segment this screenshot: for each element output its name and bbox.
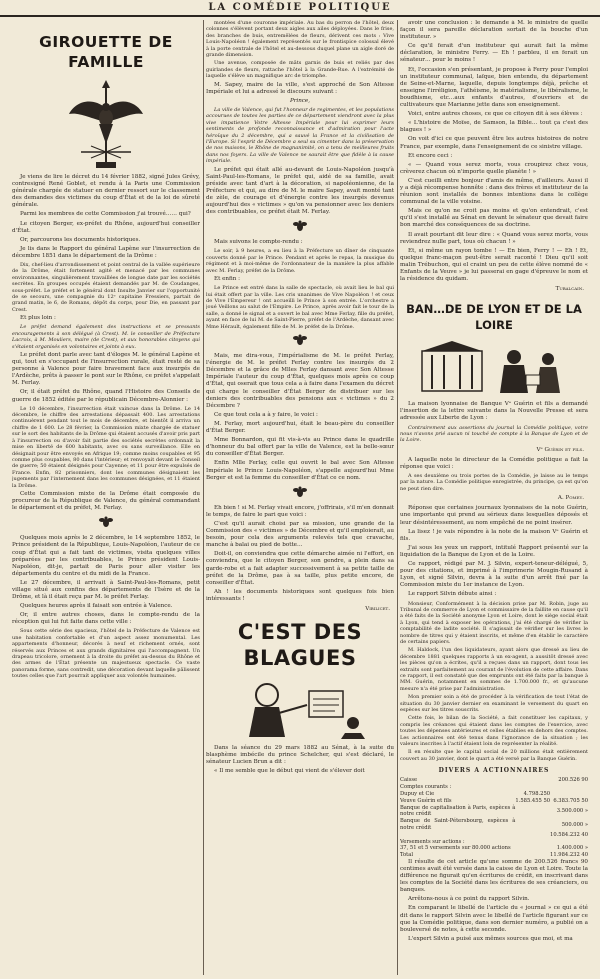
masthead: LA COMÉDIE POLITIQUE <box>0 0 600 17</box>
bank-figures-icon <box>414 341 574 397</box>
paragraph: Ce rapport, rédigé par M. J. Silvin, expert-teneur-délégué, 5, pour des citations, et imprimé à l'imprimerie Mougin-Rusand à Lyon, et signé Silvin, devra à la suite d'un arrêt fixé par la Commission mixte du 1er instance de Lyon. <box>400 561 588 589</box>
article-title-ban-lyon-loire: BAN…DE DE LYON ET DE LA LOIRE <box>406 302 582 333</box>
table-cell: Comptes courants : <box>400 784 452 791</box>
table-cell: Veuve Guérin et fils <box>400 797 452 804</box>
paragraph: L'expert Silvin a puisé aux mêmes sources que moi, et ma <box>408 935 573 942</box>
paragraph: C'est cueilli entre bonjour d'amis de même, d'ailleurs. Aussi il y a déjà récompense honnête : dans des frères et instituteur de la réunion sont installés de bonnes intentions dans le collège communal de la ville voisine. <box>400 177 588 206</box>
weathervane-icon <box>61 78 151 170</box>
table-cell: 37, 51 et 5 versements sur 80.000 actions <box>400 845 511 852</box>
table-row <box>400 805 588 819</box>
paragraph: Mais suivons le compte-rendu : <box>214 239 303 246</box>
bee-ornament <box>206 334 394 349</box>
table-cell <box>515 832 550 839</box>
paragraph: Doit-il, on conviendra que cette démarche aimée ni l'effort, en conviendra, que le citoyen Berger, son gendre, a plein dans sa garde-robe et a fait adapter successivement à sa petite taille de préfet de la Drôme, pas à sa taille, plus petite encore, de conseiller d'État. <box>206 551 394 586</box>
paragraph: « L'histoire de Moïse, de Samson, la Bible… tout ça c'est des blagues ! » <box>400 120 588 134</box>
table-cell <box>400 832 515 839</box>
table-cell: Dupuy et Cie <box>400 790 435 797</box>
article-title-blagues: C'EST DES BLAGUES <box>237 620 363 671</box>
quotation: Mon premier soin a été de procéder à la vérification de tout l'état de situation du 30 janvier dernier en examinant le versement du quart en espèces sur les titres souscrits. <box>400 694 588 713</box>
bee-icon <box>293 334 307 346</box>
paragraph: Ah ! les documents historiques sont quelques fois bien intéressants ! <box>206 588 394 602</box>
table-cell: Banque de Saint-Pétersbourg, espèces à notre crédit <box>400 818 516 831</box>
paragraph: En comparant le libellé de l'article du « journal » ce qui a été dit dans le rapport Silvin avec le libellé de l'article figurant sur ce que la Comédie politique, dans son dernier numéro, a publié on a bouleversé de notes, à cette seconde. <box>400 905 588 933</box>
table-cell: Versements sur actions : <box>400 838 465 845</box>
column-2 <box>206 20 394 975</box>
quotation: Une avenue, composée de mâts garnis de buis et reliés par des guirlandes de fleurs, rattache l'hôtel à la Grande-Rue. A l'extrémité de laquelle s'élève un magnifique arc de triomphe. <box>206 60 394 80</box>
paragraph: Il avait pourtant dit leur dire : « Quand vous serez morts, vous reviendrez nulle part, tous où chacun ! » <box>400 231 588 245</box>
table-cell: Total <box>400 852 414 859</box>
table-cell <box>550 784 588 791</box>
quotation: Le Prince est entré dans la salle de spectacle, où avait lieu le bal qui lui était offert par la ville. Les cris unanimes de Vive Napoléon ! et ceux de Vive l'Empereur ! ont accueilli le Prince à son entrée. L'orchestre a joué Veillons au salut de l'Empire. Le Prince, après avoir fait le tour de la salle, a donné le signal et a ouvert le bal avec Mme Ferlay, fille du préfet, ayant en face de lui M. de Saint-Pierre, préfet de l'Ardèche, dansant avec Mme Hérault, également fille de M. le préfet de la Drôme. <box>206 285 394 330</box>
table-row <box>400 839 588 846</box>
quotation: Dix, chef-lieu d'arrondissement et point central de la vallée supérieure de la Drôme, était fortement agité et menacé par les communes environnantes, singulièrement travaillées de longue date par les sociétés secrètes. En groupes occupés étaient demandés par M. de Coudanges, sous-préfet. Le préfet et le général dont Insulte Janvier sur l'opportunité de se secours, une compagnie du 12ᵉ capitaine Fressiers, partait de grand matin, le 6, de Romans, dépôt du corps, pour Die, en passant par Crest. <box>12 262 200 313</box>
paragraph: Je lis dans le Rapport du général Lapène sur l'insurrection de décembre 1851 dans le département de la Drôme : <box>12 245 200 259</box>
column-1 <box>12 20 200 975</box>
quotation: Le 10 décembre, l'insurrection était vaincue dans la Drôme. Le 14 décembre, le chiffre des arrestations dépassait 400. Les arrestations continuèrent pendant tout le mois de décembre, et bientôt il arriva un chiffre de 1 600. Le 28 février, la Commission mixte chargée de statuer sur le sort des habitants de la Drôme qui étaient accusés d'avoir pris part à l'insurrection ou d'avoir fait partie des sociétés secrètes ordonnait la mise en liberté de 600 habitants, avec ou sans surveillance. Elle en désignait pour être envoyés en Afrique 19; comme moins coupables et 95 comme plus coupables, 80 dans l'intérieur; et renvoyait devant le Conseil de guerre; 50 étaient désignés pour Cayenne; et 11 pour être expulsés de France. Enfin, 82 prisonniers, dont les communes désignaient les jugements par l'internement dans les communes désignées, et 11 étaient la Drôme. <box>12 405 200 489</box>
quotation: A ses deuxième ou trois portes de la Comédie, je laisse au le temps par la nature. La Comédie politique enregistrée, du principe, ça est qu'on ne peut rien dire. <box>400 473 588 492</box>
paragraph: Mais, me dira-vous, l'impérialisme de M. le préfet Ferlay, l'énergie de M. le préfet Ferlay contre les insurgés du 2 Décembre et la grâce de Mlles Ferlay dansant avec Son Altesse Impériale l'auteur du coup d'État, quelques mois après ce coup d'État, qui oserait que tous cela a à faire dans l'examen du décret qui charge le conseiller d'État Berger de distribuer sur les deniers des contribuables des pensions aux « victimes » du 2 Décembre ? <box>206 353 394 409</box>
paragraph: Ce que tout cela a à y faire, le voici : <box>214 411 318 418</box>
column-rule <box>203 20 204 975</box>
quotation: Le soir, à 9 heures, a eu lieu à la Préfecture un dîner de cinquante couverts donné par le Prince. Pendant et après le repas, la musique du régiment et à moi-même de l'ordonnateur de la manière la plus affable avec M. Ferlay, préfet de la Drôme. <box>206 248 394 274</box>
paragraph: Or, parcourons les documents historiques. <box>20 236 141 243</box>
table-cell: 200.526 90 <box>558 777 588 784</box>
table-cell <box>515 777 550 784</box>
paragraph: J'ai sous les yeux un rapport, intitulé Rapport présenté sur la liquidation de la Banque de Lyon et de la Loire. <box>400 544 588 558</box>
table-cell <box>515 805 550 819</box>
paragraph: Voici, entre autres choses, ce que ce citoyen dit à ses élèves : <box>408 111 583 118</box>
paragraph: Enfin Mlle Ferlay, celle qui ouvrit le bal avec Son Altesse Impériale le Prince Louis-Napoléon, s'appelle aujourd'hui Mme Berger et est la femme du conseiller d'État ce ce nom. <box>206 460 394 481</box>
table-row <box>400 832 588 839</box>
signature: Vᵉ Guérin et fils. <box>536 446 584 453</box>
paragraph: Le rapport Silvin débute ainsi : <box>408 591 497 598</box>
table-cell <box>515 845 550 852</box>
quotation: Cette fois, le bilan de la Société, a fait constituer les capitaux, y compris les créances qui étaient dans les comptes de l'exercice, avec toutes les dépenses antérieures et celles établies en dehors des comptes. Les actionnaires ont été tenus dans l'ignorance de la situation ; les valeurs inscrites à l'actif étaient loin de représenter la réalité. <box>400 715 588 748</box>
table-row <box>400 791 588 798</box>
paragraph: Réponse que certaines journaux lyonnaises de la note Guérin, une importante qui prend au sérieux dans lesquelles déposés et leur désintéressement, au nom empêché de ne point insérer. <box>400 505 588 526</box>
table-row <box>400 798 588 805</box>
table-cell: 6.383.705 50 <box>553 797 588 804</box>
paragraph: Le préfet qui était allé au-devant de Louis-Napoléon jusqu'à Saint-Paul-les-Romans, le préfet qui, aidé de sa famille, avait préside avec tant d'art à la décoration, si napoléonienne, de la Préfecture et qui, au dire de M. le maire Sapey, avait monté tant de zèle, de courage et d'énergie contre les insurgés devenus aujourd'hui des « victimes » qu'on va pensionner avec les deniers des contribuables, ce préfet était M. Ferlay. <box>206 166 394 216</box>
table-cell <box>515 818 550 832</box>
bee-icon <box>293 220 307 232</box>
column-3 <box>400 20 588 975</box>
paragraph: La maison lyonnaise de Banque Vᵉ Guérin et fils a demandé l'insertion de la lettre suivante dans la Nouvelle Presse et sera adressée aux Liberte de Lyon : <box>400 401 588 422</box>
table-cell: 1.400.000 » <box>556 845 588 852</box>
table-cell <box>515 784 550 791</box>
table-row <box>400 777 588 784</box>
table-row <box>400 845 588 852</box>
bank-illustration <box>400 341 588 397</box>
paragraph: Or, il entre autres choses, dans le compte-rendu de la réception qui lui fut faite dans cette ville : <box>12 612 200 626</box>
paragraph: Je viens de lire le décret du 14 février 1882, signé Jules Grévy, contresigné René Goblet, et rendu à la Paris une Commission générale chargée de statuer en dernier ressort sur le classement des demandes des victimes du coup d'État et de la loi de sûreté générale. <box>12 174 200 209</box>
paragraph: « Il me semble que le début qui vient de s'élever doit <box>214 768 365 775</box>
financial-table <box>400 777 588 859</box>
paragraph: Ce qu'il ferait d'un instituteur qui aurait fait la même déclaration, le ministre Ferry. — Eh ! parbleu, il en ferait un sénateur… pour le moins ! <box>400 43 588 64</box>
paragraph: Parmi les membres de cette Commission j'ai trouvé…… qui? <box>20 211 191 218</box>
quotation: montées d'une couronne impériale. Au bas du perron de l'hôtel, deux colonnes s'élèvent portant deux aigles aux ailes déployées. Dans le frise, des branches de buis, entremêlées de fleurs, dérivent ces mots : Vive Louis-Napoléon ! également représentés sur le frontispice colossal élevé à la porte centrale de l'hôtel et au-dessous duquel plane un aigle doré de grande dimension. <box>206 20 394 59</box>
table-cell: 3.500.000 » <box>556 807 588 814</box>
paragraph: Le citoyen Berger, ex-préfet du Rhône, aujourd'hui conseiller d'État. <box>12 220 200 234</box>
paragraph: M. Ferlay, mort aujourd'hui, était le beau-père du conseiller d'État Berger. <box>206 420 394 435</box>
quotation: Monsieur, Conformément à la décision prise par M. Robin, juge au Tribunal de commerce de Lyon et commissaire de la faillite en cause qu'il a été faits de la Société anonyme Lyon et Loire, dont le siège social était à Lyon, qui tend à exposer les opérations, j'ai été chargé de vérifier la comptabilité de ladite société. Il s'agissait de vérifier sur les livres le nombre de titres qui y étaient inscrits, et même d'en établir le caractère de certains papiers. <box>400 600 588 645</box>
paragraph: Eh bien ! si M. Ferlay vivait encore, j'offrirais, s'il m'en donnait le temps, de faire le pari que voici : <box>206 504 394 518</box>
signature: Vibilicet. <box>365 606 390 612</box>
signature: Tubalcain. <box>555 286 584 293</box>
quotation: Il en résulte que le capital social de 20 millions était entièrement couvert au 30 janvier, dont le quart a été versé par la Banque Guérin. <box>400 749 588 762</box>
table-row <box>400 852 588 859</box>
paragraph: Cette Commission mixte de la Drôme était composée du procureur de la République de Valence, du général commandant le département et du préfet, M. Ferlay. <box>12 490 200 512</box>
table-cell: 10.584.232 40 <box>550 831 588 838</box>
table-cell: 4.798.250 <box>523 790 551 797</box>
paragraph: Et, l'occasion s'en présentant, je propose à Ferry pour l'emploi un instituteur communal, laïque, bien entendu, du département de Seine-et-Marne, laquelle, depuis longtemps déjà, prêche et enseigne l'irréligion, l'athéisme, le matérialisme, le libéralisme, le boudhisme, etc…aux enfants d'autres, d'ouvriers et de cultivateurs que Marianne jette dans son enseignement. <box>400 66 588 109</box>
paragraph: Quelques mois après le 2 décembre, le 14 septembre 1852, le Prince président de la République, Louis-Napoléon, l'auteur de ce coup d'État qui a fait tant de victimes, visita quelques villes préparées par les contribuables, le Prince président Louis-Napoléon, dit-je, partait de Paris pour aller visiter les départements du centre et du midi de la France. <box>12 535 200 577</box>
table-cell <box>515 839 550 846</box>
paragraph: Dans la séance du 29 mars 1882 au Sénat, à la suite du blasphème imbécile du prince Schelcher, qui s'est déclaré, le sénateur Lucien Brun a dit : <box>206 745 394 766</box>
paragraph: La lisez ! je vais répondre à la note de la maison Vᵉ Guérin et fils. <box>400 528 588 542</box>
quotation: Sous cette série des spacieux, l'hôtel de la Préfecture de Valence est une habitation confortable et d'un aspect assez monumental. Les appartements d'honneur, décorés à neuf et richement ornés, sont réservés aux Princes et aux grands dignitaires qui l'accompagnent. Un drapeau tricolore, ornement à la droite du préfet au-dessus du Rhône et des armes de l'État présente un majestueux spectacle. Ce vaste panorama forme, sans contredit, une décoration devant laquelle pâlissent toutes celles que l'art pourrait appliquer aux volontés humaines. <box>12 628 200 680</box>
table-cell <box>515 852 550 859</box>
paragraph: Et plus loin : <box>20 315 56 322</box>
quotation: La ville de Valence, qui fut l'honneur de regimentes, et les populations accourues de toutes les parties de ce département viendront avec la plus vive impatience Votre Altesse Impériale pour lui exprimer leurs sentiments de profonde reconnaissance et d'admiration pour l'acte héroïque du 2 décembre, qui a sauvé la France et la civilisation de l'Europe. Si l'esprit de Décembre a seul su cimenter dans la préservation de nos maisons, le Rhône de magnanimité, on a tenu de meilleures fruits dans nos foyers. La ville de Valence ne saurait être que fidèle à la cause impériale. <box>206 106 394 165</box>
paragraph: Et enfin : <box>214 276 241 283</box>
table-cell: 500.000 » <box>561 821 588 828</box>
paragraph: Arrêtons-nous à ce point du rapport Silvin. <box>408 896 530 903</box>
table-cell: Caisse <box>400 777 418 784</box>
paragraph: Le 27 décembre, il arrivait à Saint-Paul-les-Romans, petit village situé aux confins des départements de l'Isère et de la Drôme, et là il était reçu par M. le préfet Ferlay. <box>12 579 200 601</box>
caricature-icon <box>225 677 375 741</box>
paragraph: Il résulte de cet article qu'une somme de 200.526 francs 90 centimes avait été versée dans la caisse de Lyon et Loire. Toute la différence ne figurait qu'en écritures de crédit, en inscrivant dans les comptes de la Société dans les écritures de ses créanciers, ou banques. <box>400 858 588 894</box>
table-row <box>400 784 588 791</box>
table-cell <box>550 791 588 798</box>
paragraph: Or, il était préfet du Rhône, quand l'Histoire des Conseils de guerre de 1852 éditée par le républicain Décembre-Alonnier : <box>12 389 200 403</box>
bee-ornament <box>206 486 394 501</box>
paragraph: M. Sapey, maire de la ville, s'est approché de Son Altesse Impériale et lui a adressé le discours suivant : <box>206 81 394 95</box>
financial-table-title: DIVERS A ACTIONNAIRES <box>438 767 550 775</box>
table-cell <box>550 839 588 846</box>
signature: A. Pomey. <box>557 495 584 502</box>
paragraph: Et encore ceci : <box>408 152 453 159</box>
paragraph: Mme Bonnardon, qui fit vis-à-vis au Prince dans le quadrille d'honneur du bal offert par la ville de Valence, est la belle-sœur du conseiller d'État Berger. <box>206 437 394 458</box>
quotation: Le préfet demand également des instructions et se pressants encouragements à son délégué (à Crest). M. le conseiller de Préfecture Lacroix, à M. Mouliers, maire (de Crest), et aux honorables citoyens qui s'étaient organisés en volontaires et joints à eux. <box>12 324 200 350</box>
bee-ornament <box>12 516 200 531</box>
paragraph: A laquelle note le directeur de la Comédie politique a fait la réponse que voici : <box>400 456 588 470</box>
weathervane-illustration <box>12 78 200 170</box>
paragraph: C'est qu'il aurait choisi par sa mission, une grande de la Commission des « victimes » de Décembre et qu'il emploierait, au besoin, pour cela des arguments relevés tels que cravache, manche à balai ou pied de botte… <box>206 520 394 549</box>
table-row <box>400 818 588 832</box>
table-cell: 1.585.455 50 <box>515 797 551 804</box>
bee-icon <box>99 516 113 528</box>
cartoon-illustration <box>206 677 394 741</box>
paragraph: « — Quand vous serez morts, vous croupirez chez vous, crèverez chacun où n'importe quelle planète ! » <box>400 161 588 175</box>
table-cell: 11.984.232 40 <box>550 852 588 859</box>
article-title-girouette: GIROUETTE DE FAMILLE <box>39 33 173 71</box>
paragraph: Et, si même un rayon tombe ! — En bien, Ferry ! — Eh ! Et, quelque franc-maçon peut-être serait raconté ! Dieu qu'il soit malin Trébuchon, qui el craint un peu de cette élève nommé de « Enfants de la Veuve » je lui passerai en gage d'épreuve le nom et la résidence du quidam. <box>400 247 588 283</box>
paragraph: Mais ce qu'on ne croit pas moins et qu'on entendrait, c'est qu'il s'est installé au Sénat en devant le sénateur que devait faire bon marché des conséquences de sa doctrine. <box>400 208 588 229</box>
bee-icon <box>293 486 307 498</box>
table-cell: Banque de capitalisation à Paris, espèces à notre crédit <box>400 804 516 818</box>
quotation: M. Haldock, l'un des liquidateurs, ayant alors que dressé au lieu de décembre 1881 quelques rapports à un ex-agent, a aussitôt dressé avec les pièces qu'on a écrites, qu'il a reçues dans un rapport, dont tous les extraits sont parfaitement au courant de l'évolution de cette affaire. Dans ce rapport, il est constaté que des emprunts ont été faits par la banque à MM. Guérin, notamment en sommes de 1.700.000 fr., et qu'aucune mesure n'a été prise par l'administration. <box>400 647 588 692</box>
paragraph: On voit d'ici ce que peuvent être les autres histoires de notre France, par exemple, dans l'enseignement de ce sinistre village. <box>400 136 588 150</box>
paragraph: avoir une conclusion : le demande à M. le ministre de quelle façon il sera pareille déclaration sortait de la bouche d'un instituteur. » <box>400 20 588 41</box>
quotation: Contrairement aux assertions du journal la Comédie politique, votre nous n'avons prié aucun ni touché de compte à la Banque de Lyon et de la Loire. <box>400 424 588 444</box>
speech-salutation: Prince, <box>289 97 311 104</box>
column-rule <box>397 20 398 975</box>
bee-ornament <box>206 220 394 235</box>
paragraph: Le préfet dont parle avec tant d'éloges M. le général Lapène et qui, tout en s'occupant de l'insurrection rurale, était resté de sa personne à Valence pour faire bravement face aux insurgés de l'Ardèche, prêts à passer le pont sur le Rhône, ce préfet s'appelait M. Ferlay. <box>12 352 200 387</box>
paragraph: Quelques heures après il faisait son entrée à Valence. <box>20 603 173 610</box>
